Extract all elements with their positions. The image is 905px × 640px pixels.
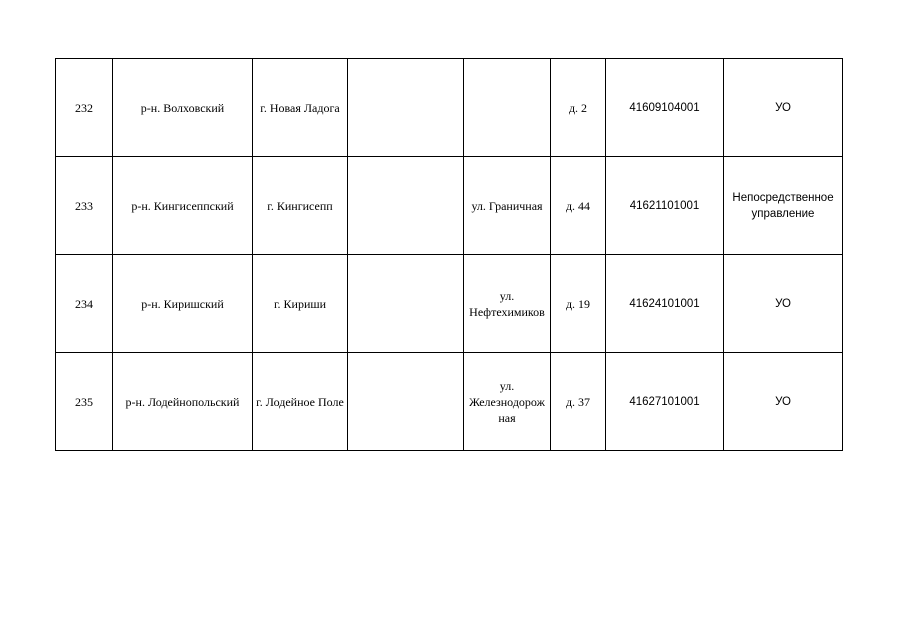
oktmo-cell: 41627101001 xyxy=(606,353,724,451)
district-cell: р-н. Лодейнопольский xyxy=(113,353,253,451)
house-cell: д. 19 xyxy=(551,255,606,353)
house-cell: д. 44 xyxy=(551,157,606,255)
district-cell: р-н. Кингисеппский xyxy=(113,157,253,255)
house-cell: д. 37 xyxy=(551,353,606,451)
housing-table xyxy=(55,58,843,451)
city-cell: г. Кириши xyxy=(253,255,348,353)
table-row xyxy=(56,353,843,451)
city-cell: г. Лодейное Поле xyxy=(253,353,348,451)
table-row xyxy=(56,255,843,353)
locality-cell xyxy=(348,255,464,353)
district-cell: р-н. Волховский xyxy=(113,59,253,157)
locality-cell xyxy=(348,353,464,451)
oktmo-cell: 41624101001 xyxy=(606,255,724,353)
management-cell: Непосредственное управление xyxy=(724,157,843,255)
street-cell xyxy=(464,59,551,157)
row-number-cell: 233 xyxy=(56,157,113,255)
table-row xyxy=(56,157,843,255)
house-cell: д. 2 xyxy=(551,59,606,157)
city-cell: г. Новая Ладога xyxy=(253,59,348,157)
row-number-cell: 232 xyxy=(56,59,113,157)
management-cell: УО xyxy=(724,255,843,353)
street-cell: ул. Граничная xyxy=(464,157,551,255)
street-cell: ул. Нефтехимиков xyxy=(464,255,551,353)
locality-cell xyxy=(348,59,464,157)
locality-cell xyxy=(348,157,464,255)
district-cell: р-н. Киришский xyxy=(113,255,253,353)
city-cell: г. Кингисепп xyxy=(253,157,348,255)
street-cell: ул. Железнодорожная xyxy=(464,353,551,451)
oktmo-cell: 41621101001 xyxy=(606,157,724,255)
row-number-cell: 234 xyxy=(56,255,113,353)
row-number-cell: 235 xyxy=(56,353,113,451)
table-row xyxy=(56,59,843,157)
management-cell: УО xyxy=(724,59,843,157)
oktmo-cell: 41609104001 xyxy=(606,59,724,157)
management-cell: УО xyxy=(724,353,843,451)
